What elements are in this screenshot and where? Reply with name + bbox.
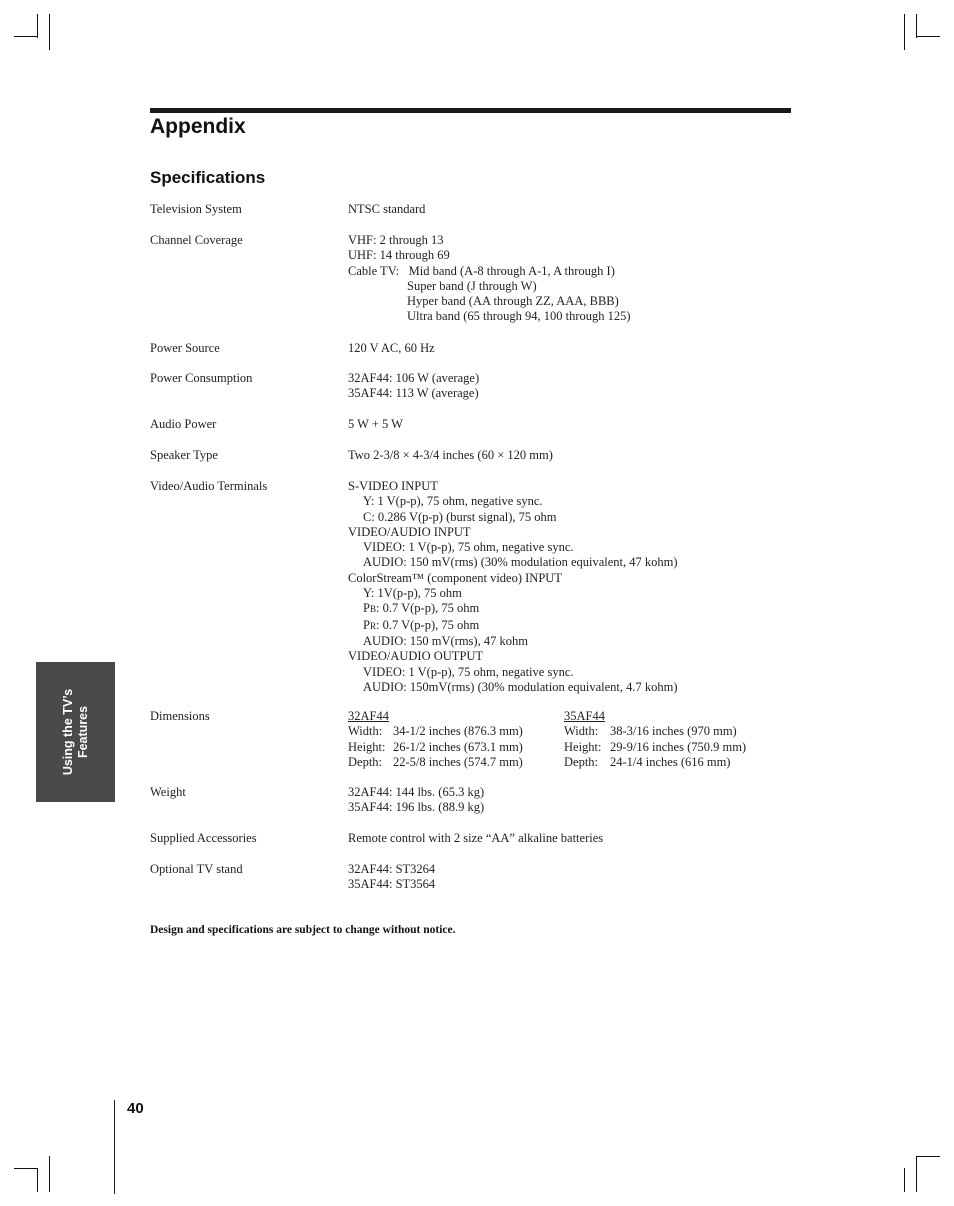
page-title: Appendix xyxy=(150,115,246,138)
spec-value: VHF: 2 through 13 xyxy=(348,233,444,247)
dimensions-model-a xyxy=(348,709,523,770)
spec-value: VIDEO: 1 V(p-p), 75 ohm, negative sync. xyxy=(363,664,574,679)
dimension-row: Depth: 24-1/4 inches (616 mm) xyxy=(564,754,731,769)
spec-subhead: ColorStream™ (component video) INPUT xyxy=(348,570,562,585)
section-side-tab xyxy=(36,662,115,802)
spec-subhead: VIDEO/AUDIO INPUT xyxy=(348,524,471,539)
header-rule xyxy=(150,108,791,113)
spec-value: Two 2-3/8 × 4-3/4 inches (60 × 120 mm) xyxy=(348,448,553,462)
spec-value: AUDIO: 150mV(rms) (30% modulation equivalent, 4.7 kohm) xyxy=(363,679,678,694)
spec-value: Y: 1 V(p-p), 75 ohm, negative sync. xyxy=(363,494,543,509)
spec-subhead: VIDEO/AUDIO OUTPUT xyxy=(348,649,484,664)
spec-value: 32AF44: 144 lbs. (65.3 kg) xyxy=(348,785,485,799)
page-number: 40 xyxy=(127,1100,144,1117)
spec-label: Channel Coverage xyxy=(150,233,243,247)
spec-value: Ultra band (65 through 94, 100 through 125) xyxy=(407,309,631,324)
pr-sub: R xyxy=(369,620,376,631)
pb-sub: B xyxy=(369,604,376,615)
crop-mark xyxy=(916,14,917,38)
spec-value: VIDEO: 1 V(p-p), 75 ohm, negative sync. xyxy=(363,540,574,555)
spec-label: Optional TV stand xyxy=(150,862,243,876)
spec-value: 35AF44: 113 W (average) xyxy=(348,386,479,401)
section-title: Specifications xyxy=(150,168,266,187)
spec-value: Y: 1V(p-p), 75 ohm xyxy=(363,586,462,601)
crop-mark xyxy=(49,14,50,50)
spec-value: 120 V AC, 60 Hz xyxy=(348,341,435,355)
spec-value xyxy=(348,601,678,617)
side-tab-label: Using the TV’s Features xyxy=(60,688,90,776)
crop-mark xyxy=(37,14,38,38)
crop-mark xyxy=(916,1156,917,1192)
spec-label: Power Consumption xyxy=(150,371,253,385)
spec-value: 35AF44: ST3564 xyxy=(348,877,436,892)
spec-label: Video/Audio Terminals xyxy=(150,479,268,493)
crop-mark xyxy=(14,36,38,37)
spec-value: Hyper band (AA through ZZ, AAA, BBB) xyxy=(407,294,619,309)
dimension-row: Width: 38-3/16 inches (970 mm) xyxy=(564,724,737,739)
spec-value: Remote control with 2 size “AA” alkaline batteries xyxy=(348,831,604,845)
crop-mark xyxy=(904,14,905,50)
footer-rule xyxy=(114,1100,115,1194)
model-name: 35AF44 xyxy=(564,709,605,723)
pb-letter: P xyxy=(363,601,370,616)
spec-value: 32AF44: 106 W (average) xyxy=(348,371,480,385)
spec-value: AUDIO: 150 mV(rms) (30% modulation equivalent, 47 kohm) xyxy=(363,555,678,570)
spec-label: Supplied Accessories xyxy=(150,831,257,845)
dimension-row: Height: 26-1/2 inches (673.1 mm) xyxy=(348,739,523,754)
spec-value: 32AF44: ST3264 xyxy=(348,862,436,876)
spec-value: Cable TV: Mid band (A-8 through A-1, A through I) xyxy=(348,263,615,278)
dimension-row: Depth: 22-5/8 inches (574.7 mm) xyxy=(348,754,523,769)
dimension-row: Height: 29-9/16 inches (750.9 mm) xyxy=(564,739,747,754)
pr-value: : 0.7 V(p-p), 75 ohm xyxy=(375,617,480,632)
spec-value: NTSC standard xyxy=(348,202,426,216)
spec-label: Speaker Type xyxy=(150,448,218,462)
spec-label: Weight xyxy=(150,785,186,799)
crop-mark xyxy=(49,1156,50,1192)
spec-value: UHF: 14 through 69 xyxy=(348,248,450,263)
crop-mark xyxy=(904,1168,905,1192)
pr-letter: P xyxy=(363,617,370,632)
spec-label: Power Source xyxy=(150,341,220,355)
dimension-row: Width: 34-1/2 inches (876.3 mm) xyxy=(348,724,523,739)
pb-value: : 0.7 V(p-p), 75 ohm xyxy=(375,601,480,616)
spec-value: C: 0.286 V(p-p) (burst signal), 75 ohm xyxy=(363,509,557,524)
spec-value xyxy=(348,618,678,634)
spec-value: 35AF44: 196 lbs. (88.9 kg) xyxy=(348,800,485,815)
model-name: 32AF44 xyxy=(348,709,389,723)
spec-value: 5 W + 5 W xyxy=(348,417,403,431)
spec-label: Dimensions xyxy=(150,709,210,723)
crop-mark xyxy=(37,1168,38,1192)
crop-mark xyxy=(14,1168,38,1169)
disclaimer-notice: Design and specifications are subject to change without notice. xyxy=(150,924,456,936)
crop-mark xyxy=(916,36,940,37)
crop-mark xyxy=(916,1156,940,1157)
spec-label: Television System xyxy=(150,202,242,216)
spec-subhead: S-VIDEO INPUT xyxy=(348,479,438,493)
spec-label: Audio Power xyxy=(150,417,217,431)
dimensions-model-b xyxy=(564,709,746,770)
spec-value: AUDIO: 150 mV(rms), 47 kohm xyxy=(363,633,528,648)
spec-value: Super band (J through W) xyxy=(407,278,537,293)
